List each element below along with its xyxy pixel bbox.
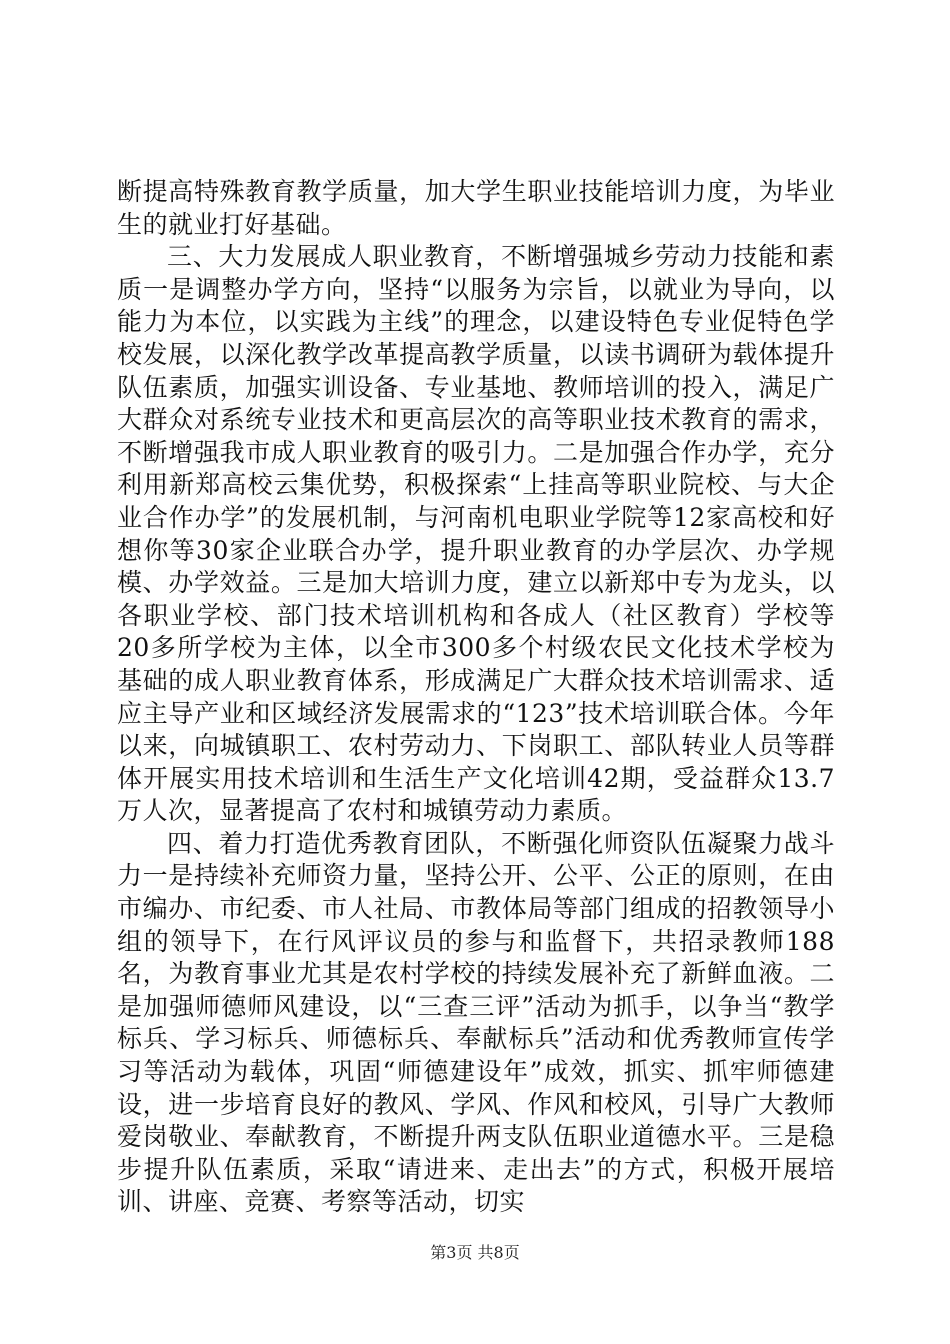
paragraph-section-four: 四、着力打造优秀教育团队，不断强化师资队伍凝聚力战斗力一是持续补充师资力量，坚持公开、公平、公正的原则，在由市编办、市纪委、市人社局、市教体局等部门组成的招教领导小组的领导下，在行风评议员的参与和监督下，共招录教师188名，为教育事业尤其是农村学校的持续发展补充了新鲜血液。二是加强师德师风建设，以“三查三评”活动为抓手，以争当“教学标兵、学习标兵、师德标兵、奉献标兵”活动和优秀教师宣传学习等活动为载体，巩固“师德建设年”成效，抓实、抓牢师德建设，进一步培育良好的教风、学风、作风和校风，引导广大教师爱岗敬业、奉献教育，不断提升两支队伍职业道德水平。三是稳步提升队伍素质，采取“请进来、走出去”的方式，积极开展培训、讲座、竞赛、考察等活动，切实 — [117, 828, 835, 1217]
paragraph-continuation: 断提高特殊教育教学质量，加大学生职业技能培训力度，为毕业生的就业打好基础。 — [117, 177, 835, 239]
page-number-footer: 第3页 共8页 — [430, 1243, 520, 1262]
paragraph-section-three: 三、大力发展成人职业教育，不断增强城乡劳动力技能和素质一是调整办学方向，坚持“以服务为宗旨，以就业为导向，以能力为本位，以实践为主线”的理念，以建设特色专业促特色学校发展，以深化教学改革提高教学质量，以读书调研为载体提升队伍素质，加强实训设备、专业基地、教师培训的投入，满足广大群众对系统专业技术和更高层次的高等职业技术教育的需求，不断增强我市成人职业教育的吸引力。二是加强合作办学，充分利用新郑高校云集优势，积极探索“上挂高等职业院校、与大企业合作办学”的发展机制，与河南机电职业学院等12家高校和好想你等30家企业联合办学，提升职业教育的办学层次、办学规模、办学效益。三是加大培训力度，建立以新郑中专为龙头，以各职业学校、部门技术培训机构和各成人（社区教育）学校等20多所学校为主体，以全市300多个村级农民文化技术学校为基础的成人职业教育体系，形成满足广大群众技术培训需求、适应主导产业和区域经济发展需求的“123”技术培训联合体。今年以来，向城镇职工、农村劳动力、下岗职工、部队转业人员等群体开展实用技术培训和生活生产文化培训42期，受益群众13.7万人次，显著提高了农村和城镇劳动力素质。 — [117, 242, 835, 826]
document-body — [117, 176, 835, 1219]
